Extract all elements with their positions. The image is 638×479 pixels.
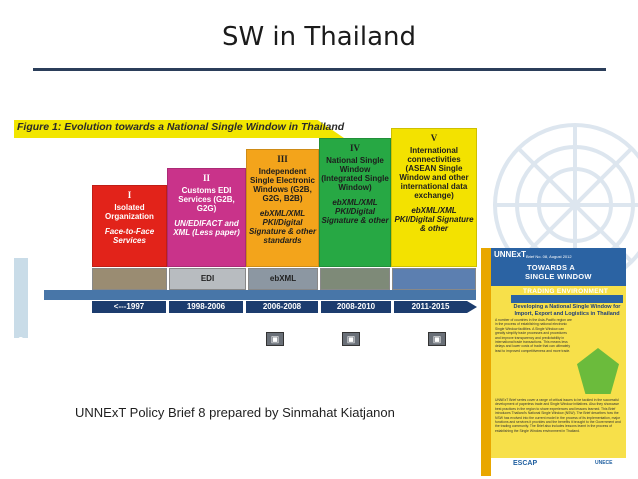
meeting-image — [92, 268, 167, 290]
unece-logo: UNECE — [595, 460, 613, 466]
timeline-period-1: <---1997 — [92, 301, 166, 313]
stage-1 — [92, 185, 167, 267]
brief-body-2: UNNExT Brief series cover a range of critical issues to be tackled in the successful development of paperless trade and Single Window initiatives. Also they showcase best practices in the region to share experiences and lessons learned. This Brief introduces Thailand's National Single Window (NSW). The Brief describes how the NSW has evolved into the current model in the process of its implementation, major functions and services it provides and the benefits it brought to the Government and the trading community. The Brief also includes lessons learnt in the process of establishing the Single Window environment in Thailand. — [495, 398, 621, 433]
computer-icon: ▣ — [342, 332, 360, 346]
timeline-band — [44, 290, 476, 300]
timeline-period-5: 2011-2015 — [394, 301, 467, 313]
ebxml-image: ebXML — [248, 268, 318, 290]
stage-2-heading: Customs EDI Services (G2B, G2G) — [178, 186, 235, 213]
brief-heading-3: TRADING ENVIRONMENT — [523, 288, 609, 295]
figure-evolution — [14, 118, 478, 358]
slide-caption: UNNExT Policy Brief 8 prepared by Sinmahat Kiatjanon — [75, 405, 395, 420]
illustration-strip — [92, 268, 476, 290]
stage-2-roman: II — [202, 173, 210, 183]
stage-4-technology: ebXML/XML PKI/Digital Signature & other — [321, 198, 389, 225]
brief-heading-band — [511, 295, 623, 303]
timeline-period-2: 1998-2006 — [169, 301, 243, 313]
stage-5-heading: International connectivities (ASEAN Single Window and other international data exchange) — [399, 146, 469, 200]
stage-1-heading: Isolated Organization — [105, 203, 154, 221]
brief-illustration — [577, 348, 619, 394]
stage-4-roman: IV — [349, 143, 360, 153]
brief-heading-2: SINGLE WINDOW — [525, 272, 592, 281]
timeline-arrow-icon — [467, 301, 477, 313]
stage-3-roman: III — [277, 154, 288, 164]
stage-3-technology: ebXML/XML PKI/Digital Signature & other standards — [248, 209, 317, 245]
stage-2-technology: UN/EDIFACT and XML (Less paper) — [173, 219, 240, 237]
stage-3 — [246, 149, 319, 267]
stage-5-roman: V — [430, 133, 438, 143]
brief-heading-1: TOWARDS A — [527, 263, 576, 272]
stage-5 — [391, 128, 477, 267]
timeline-period-3: 2006-2008 — [246, 301, 318, 313]
stage-4-heading: National Single Window (Integrated Single Window) — [321, 156, 389, 192]
title-underline — [33, 68, 606, 71]
edi-image: EDI — [169, 268, 246, 290]
stage-1-roman: I — [127, 190, 132, 200]
brief-subtitle: Developing a National Single Window for Import, Export and Logistics in Thailand — [513, 304, 621, 317]
stage-4 — [319, 138, 391, 267]
figure-title: Figure 1: Evolution towards a National Single Window in Thailand — [17, 121, 345, 133]
escap-logo: ESCAP — [513, 460, 538, 467]
globe-image — [392, 268, 476, 290]
timeline-period-4: 2008-2010 — [321, 301, 391, 313]
page-number: 2 — [18, 336, 24, 347]
brief-issue: Brief No. 08, August 2012 — [526, 254, 572, 259]
stage-5-technology: ebXML/XML PKI/Digital Signature & other — [394, 206, 474, 233]
network-image — [320, 268, 390, 290]
slide-title: SW in Thailand — [221, 22, 417, 52]
stage-2 — [167, 168, 246, 267]
brief-body-1: A number of countries in the Asia-Pacific region are in the process of establishing national electronic Single Window facilities. A Single Window can greatly simplify trade processes and procedures and improve transparency and predictability in international trade transactions. This means less delays and lower costs of trade that can ultimately lead to improved competitiveness and more trade. — [495, 318, 572, 353]
left-decoration — [14, 258, 28, 338]
computer-icon: ▣ — [428, 332, 446, 346]
stage-1-technology: Face-to-Face Services — [104, 227, 155, 245]
stage-3-heading: Independent Single Electronic Windows (G2B, G2G, B2B) — [250, 167, 315, 203]
computer-icon: ▣ — [266, 332, 284, 346]
policy-brief-cover — [481, 248, 626, 476]
brief-org: UNNExT — [494, 250, 527, 259]
